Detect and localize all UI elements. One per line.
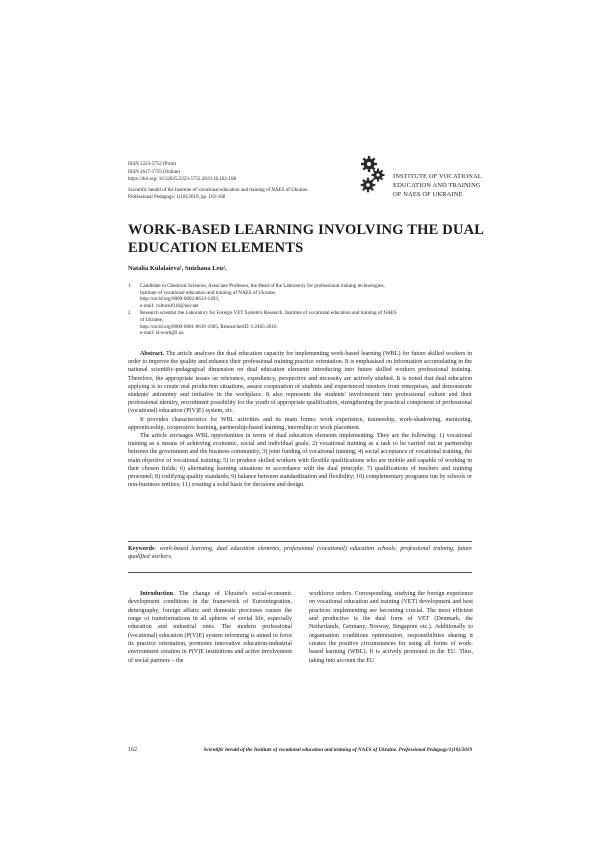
abstract-paragraph: It provides characteristics for WBL activities and its main forms: work experience, traineeship, work-shadowing, mentoring, apprenticeship, cooperative learning, partnership-based learning, internship or work placement. xyxy=(128,416,472,431)
intro-paragraph xyxy=(128,590,292,665)
orcid-link[interactable]: http://orcid.org/0000-0002-8613-1493, xyxy=(140,296,220,303)
affiliation-2 xyxy=(128,310,478,336)
orcid-link[interactable]: http://orcid.org/0000-0001-8616-1005, ResearcherID: I-2465-2016 xyxy=(140,323,277,330)
affiliations xyxy=(128,283,478,338)
issn-online: ISSN 2617-1759 (Online) xyxy=(128,169,180,175)
abstract xyxy=(128,350,472,489)
abstract-paragraph: The article envisages WBL opportunities in terms of dual education elements implementing. They are the following: 1) vocational training as a means of achieving economic, social and individual goals; 2) vocational training as a task to be carried out in partnership between the government and the business community; 3) joint funding of vocational training; 4) social acceptance of vocational training, the main objective of vocational training; 5) to produce skilled workers with flexible qualifications who are mobile and capable of working in their chosen fields; 6) alternating learning situations in accordance with the dual principle; 7) qualifications of teachers and training personnel; 8) codifying quality standards; 9) balance between standardization and flexibility; 10) complementary programs run by schools or non-business entities; 11) creating a solid basis for decisions and design. xyxy=(128,433,472,489)
intro-lead: Introduction xyxy=(140,591,174,597)
intro-paragraph-continued: workforce orders. Corresponding, studying the foreign experience on vocational education and training (VET) development and best practices implementing are becoming crucial. The most efficient and productive is the dual form of VET (Denmark, the Netherlands, Germany, Norway, Singapore etc.). Additionally to organisation conditions optimisation, responsibilities sharing it creates the positive circumstances for using all forms of work-based learning (WBL). It is actively promoted in the EU. Thus, taking into account the EU xyxy=(309,591,473,664)
body-column-left xyxy=(128,590,292,665)
keywords-text: : work-based learning, dual education elements, professional (vocational) education schools, professional training, future qualified workers. xyxy=(128,546,472,561)
institute-line: EDUCATION AND TRAINING xyxy=(393,182,481,189)
email-link[interactable]: e-mail: culture2016@ukr.net xyxy=(140,302,199,309)
affiliation-line: Institute of vocational education and training of NAES of Ukraine, xyxy=(140,289,277,296)
doi-link[interactable]: https://doi.org/ 10.32835/2223-5752.2019.18.162-168 xyxy=(128,177,236,183)
institute-line: INSTITUTE OF VOCATIONAL xyxy=(393,173,482,180)
intro-text: . The change of Ukraine's social-economic development conditions in the framework of Eurointegration, demography, foreign affairs and domestic processes causes the range of transformations in all spheres of sovial life, especially education and industrial ones. The modern professional (vocational) education (P(V)E) system reforming is aimed to force its practice orientation, promotes innovative education-industrial environment creation in P(V)E institutions and active involvement of social partners – the xyxy=(128,591,292,664)
affiliation-number: 2 xyxy=(128,310,131,317)
abstract-lead: Abstract. xyxy=(140,351,165,357)
affiliation-line: Candidate in Chemical Sciences, Associate Professor, the Head of the Laboratory for professional training technologies, xyxy=(140,283,385,289)
title-line: EDUCATION ELEMENTS xyxy=(128,240,304,256)
institute-name xyxy=(393,172,482,199)
keywords xyxy=(128,545,472,562)
affiliation-1 xyxy=(128,283,478,309)
journal-header xyxy=(128,161,358,202)
keywords-lead: Keywords xyxy=(128,546,155,552)
affiliation-line: of Ukraine, xyxy=(140,316,164,323)
article-title xyxy=(128,221,488,257)
title-line: WORK-BASED LEARNING INVOLVING THE DUAL xyxy=(128,222,485,238)
divider xyxy=(128,572,472,573)
affiliation-line: Research scientist the Laboratory for Foreign VET System's Research, Institute of vocational education and training of NAES xyxy=(140,310,397,317)
authors: Natalia Kulalaieva¹, Snizhana Leu², xyxy=(128,265,227,272)
body-column-right xyxy=(309,590,473,665)
divider xyxy=(128,541,472,542)
email-link[interactable]: e-mail: sl-work@i.ua xyxy=(140,330,184,337)
affiliation-number: 1 xyxy=(128,283,131,289)
footer-journal: Scientific herald of the Institute of vocational education and training of NAES of Ukraine. Professional Pedagogy/1(18)/2019 xyxy=(203,747,472,753)
abstract-paragraph xyxy=(128,350,472,416)
journal-issue: Professional Pedagogy/ 1(18)/2019, pp. 162-168 xyxy=(128,195,226,201)
institute-line: OF NAES OF UKRAINE xyxy=(393,191,463,198)
issn-print: ISSN 2223-5752 (Print) xyxy=(128,162,177,167)
page-number: 162 xyxy=(128,747,137,753)
gears-logo-icon xyxy=(360,155,386,195)
abstract-text: The article analyses the dual education capacity for implementing work-based learning (WBL) for future skilled workers in order to improve the quality and enhance their professional training practice orientation. It is emphasised on information accumulating in the national scientific-pedagogical dimension on dual education elements introducing into future skilled workers professional training. Therefore, the appropriate issues on relevance, expediency, perspective and necessity are actively studied. It is noted that dual education applying is to create real production situations, assure cooperation of students and experienced mentors from enterprises, and demonstrate students' autonomy and initiative in the workplace. It also represents the students' involvement into professional culture and their professional identity, recruitment possibility for the youth of appropriate qualification, strengthening the practical component of professional (vocational) education (P(V)E) system, etc. xyxy=(128,351,472,415)
journal-name: Scientific herald of the Institute of vocational education and training of NAES of Ukraine. xyxy=(128,187,309,193)
